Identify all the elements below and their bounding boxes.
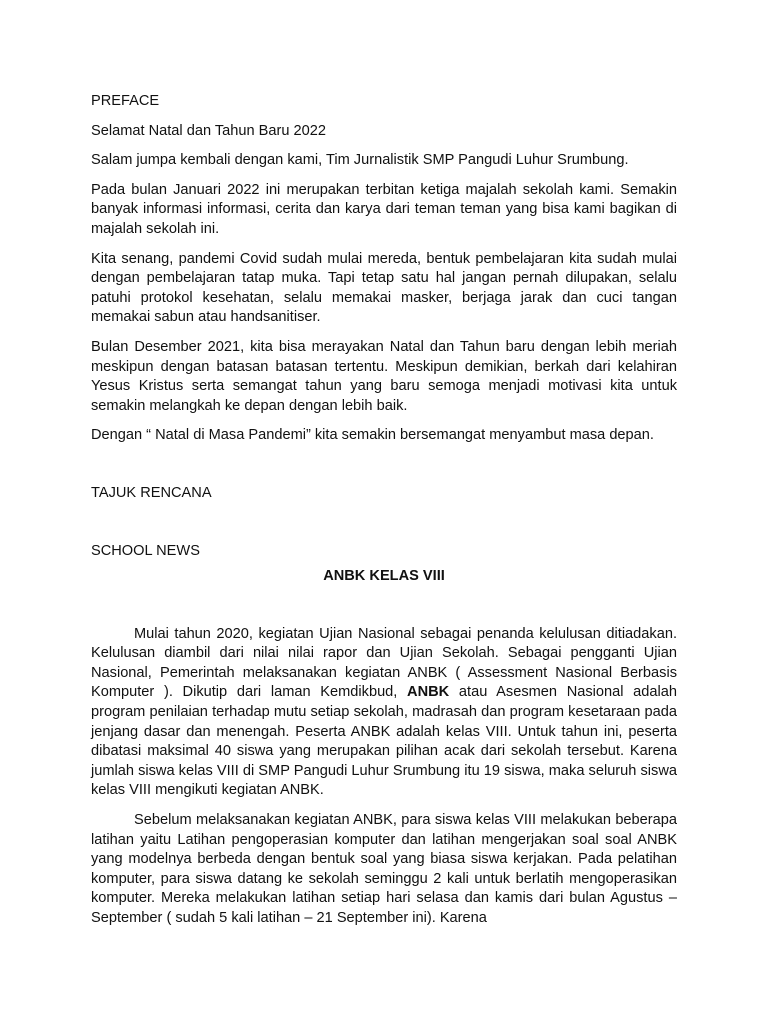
preface-heading: PREFACE	[91, 93, 160, 109]
school-news-heading: SCHOOL NEWS	[91, 542, 200, 559]
article-p1-bold-term: ANBK	[407, 684, 450, 701]
preface-paragraph-2: Kita senang, pandemi Covid sudah mulai mereda, bentuk pembelajaran kita sudah mulai dengan pembelajaran tatap muka. Tapi tetap satu hal jangan pernah dilupakan, selalu patuhi protokol kesehatan, selalu memakai masker, berjaga jarak dan cuci tangan memakai sabun atau handsanitiser.	[91, 250, 677, 326]
article-paragraph-1	[91, 625, 677, 801]
preface-closing: Dengan “ Natal di Masa Pandemi” kita semakin bersemangat menyambut masa depan.	[91, 427, 654, 444]
article-title: ANBK KELAS VIII	[323, 568, 445, 585]
tajuk-rencana-heading: TAJUK RENCANA	[91, 484, 212, 501]
preface-paragraph-1: Pada bulan Januari 2022 ini merupakan terbitan ketiga majalah sekolah kami. Semakin banyak informasi informasi, cerita dan karya dari teman teman yang bisa kami bagikan di majalah sekolah ini.	[91, 181, 677, 237]
article-p1-text-before: Mulai tahun 2020, kegiatan Ujian Nasional sebagai penanda kelulusan ditiadakan. Kelulusan diambil dari nilai nilai rapor dan Ujian Sekolah. Sebagai pengganti Ujian Nasional, Pemerintah melaksanakan kegiatan ANBK ( Assessment Nasional Berbasis Komputer ). Dikutip dari laman Kemdikbud,	[91, 625, 677, 701]
preface-greeting: Selamat Natal dan Tahun Baru 2022	[91, 122, 327, 139]
preface-paragraph-3: Bulan Desember 2021, kita bisa merayakan Natal dan Tahun baru dengan lebih meriah meskipun dengan batasan batasan tertentu. Meskipun demikian, berkah dari kelahiran Yesus Kristus serta semangat tahun yang baru semoga menjadi motivasi kita untuk semakin melangkah ke depan dengan lebih baik.	[91, 338, 677, 414]
article-paragraph-2: Sebelum melaksanakan kegiatan ANBK, para siswa kelas VIII melakukan beberapa latihan yaitu Latihan pengoperasian komputer dan latihan mengerjakan soal soal ANBK yang modelnya berbeda dengan bentuk soal yang biasa siswa kerjakan. Pada pelatihan komputer, para siswa datang ke sekolah seminggu 2 kali untuk berlatih mengoperasikan komputer. Mereka melakukan latihan setiap hari selasa dan kamis dari bulan Agustus – September ( sudah 5 kali latihan – 21 September ini). Karena	[91, 812, 677, 926]
preface-intro: Salam jumpa kembali dengan kami, Tim Jurnalistik SMP Pangudi Luhur Srumbung.	[91, 152, 629, 169]
article-p1-text-after: atau Asesmen Nasional adalah program penilaian terhadap mutu setiap sekolah, madrasah dan program kesetaraan pada jenjang dasar dan menengah. Peserta ANBK adalah kelas VIII. Untuk tahun ini, peserta dibatasi maksimal 40 siswa yang merupakan pilihan acak dari sekolah tersebut. Karena jumlah siswa kelas VIII di SMP Pangudi Luhur Srumbung itu 19 siswa, maka seluruh siswa kelas VIII mengikuti kegiatan ANBK.	[91, 684, 677, 799]
